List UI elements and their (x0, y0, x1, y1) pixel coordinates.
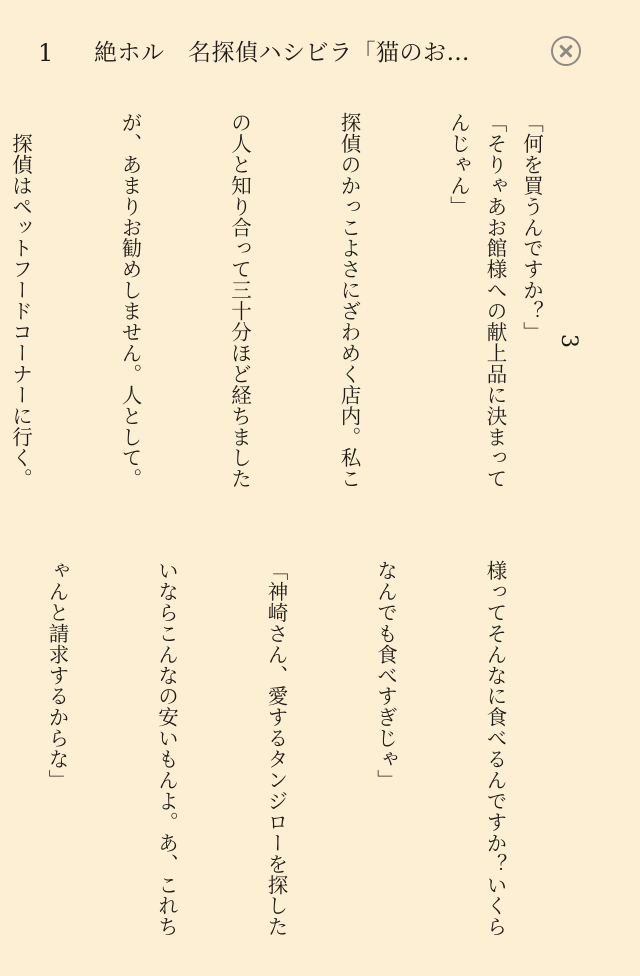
text-column: ゃんと請求するからな」 (45, 560, 69, 791)
text-block-bottom (38, 560, 586, 960)
text-column: 様ってそんなに食べるんですか？いくら (483, 560, 507, 938)
text-column: が、あまりお勧めしません。人として。 (118, 112, 142, 490)
text-column: 「何を買うんですか？」 (519, 112, 544, 343)
text-column: 探偵はペットフードコーナーに行く。 (8, 112, 33, 490)
text-column: 「神崎さん、愛するタンジローを探した (264, 560, 288, 938)
reader-header (0, 0, 640, 100)
page-mark: 3 (556, 333, 581, 349)
text-column: 探偵のかっこよさにざわめく店内。私こ (337, 112, 361, 490)
text-column: 「そりゃあお館様への献上品に決まって (483, 112, 507, 490)
text-column: なんでも食べすぎじゃ」 (373, 560, 398, 791)
text-column: んじゃん」 (446, 112, 471, 217)
text-block-top (8, 112, 586, 512)
page-number: 1 (38, 39, 54, 67)
book-title: 絶ホル 名探偵ハシビラ「猫のお… (94, 40, 470, 66)
text-column: の人と知り合って三十分ほど経ちました (227, 112, 252, 490)
text-column: いならこんなの安いもんよ。あ、これち (154, 560, 179, 938)
close-icon[interactable] (551, 36, 581, 66)
